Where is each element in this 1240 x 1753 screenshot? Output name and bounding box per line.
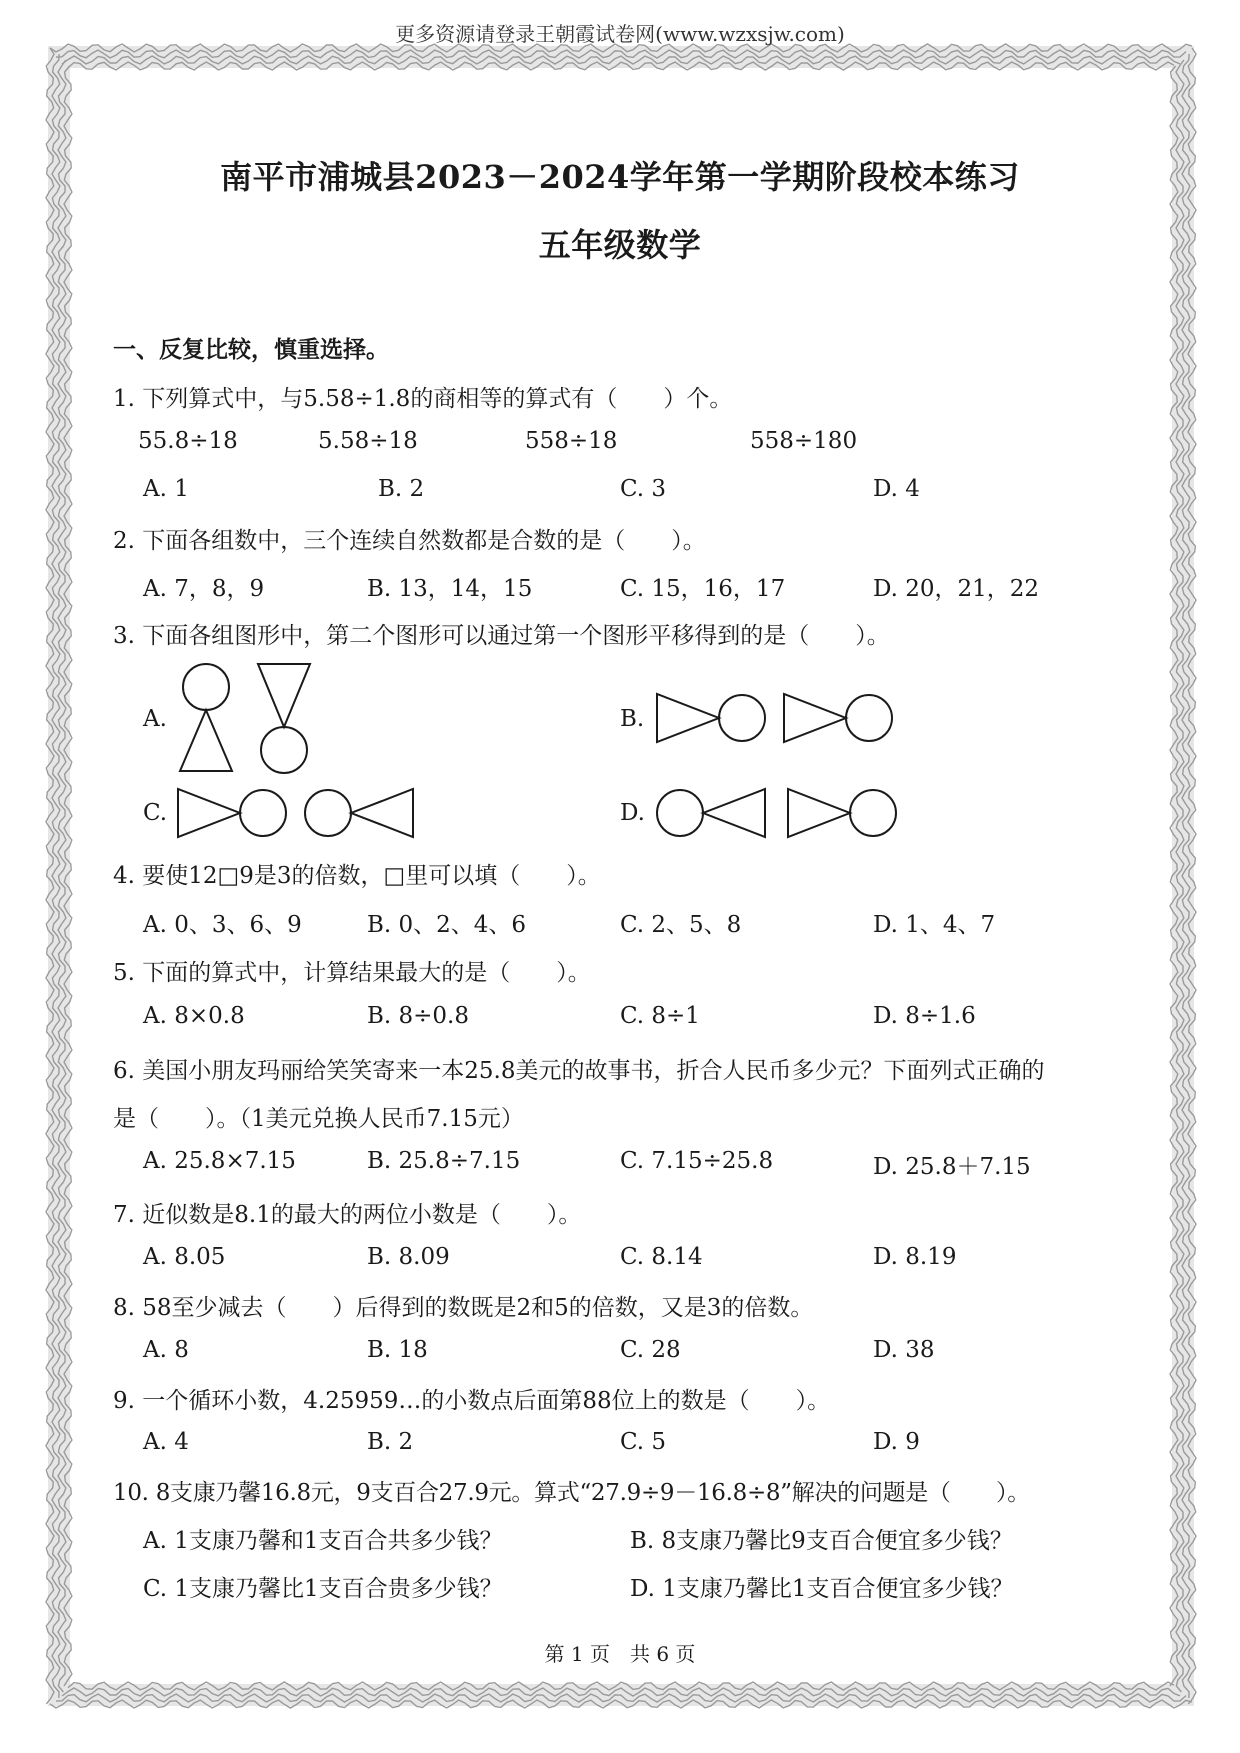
q10-option-b: B. 8支康乃馨比9支百合便宜多少钱？ <box>630 1528 1013 1554</box>
q8-option-c: C. 28 <box>620 1337 681 1363</box>
q1-option-b: B. 2 <box>378 476 425 502</box>
q8-option-d: D. 38 <box>873 1337 935 1363</box>
q10-option-c: C. 1支康乃馨比1支百合贵多少钱？ <box>143 1576 503 1602</box>
q3c-figure-2 <box>305 789 413 837</box>
q1-option-a: A. 1 <box>143 476 189 502</box>
q3-option-a-label: A. <box>143 706 167 732</box>
question-8-stem: 8. 58至少减去（ ）后得到的数既是2和5的倍数，又是3的倍数。 <box>113 1295 814 1321</box>
q1-expression-1: 55.8÷18 <box>138 428 238 454</box>
q6-option-d: D. 25.8＋7.15 <box>873 1154 1031 1180</box>
q7-option-c: C. 8.14 <box>620 1244 703 1270</box>
q5-option-c: C. 8÷1 <box>620 1003 700 1029</box>
q6-option-a: A. 25.8×7.15 <box>143 1148 296 1174</box>
q4-option-a: A. 0、3、6、9 <box>143 912 302 938</box>
q8-option-b: B. 18 <box>367 1337 428 1363</box>
question-1-stem: 1. 下列算式中，与5.58÷1.8的商相等的算式有（ ）个。 <box>113 386 733 412</box>
question-3-stem: 3. 下面各组图形中，第二个图形可以通过第一个图形平移得到的是（ ）。 <box>113 623 890 649</box>
question-5-stem: 5. 下面的算式中，计算结果最大的是（ ）。 <box>113 960 591 986</box>
q1-expression-4: 558÷180 <box>750 428 858 454</box>
q6-option-c: C. 7.15÷25.8 <box>620 1148 774 1174</box>
section-heading: 一、反复比较，慎重选择。 <box>113 336 389 363</box>
q2-option-b: B. 13，14，15 <box>367 576 533 602</box>
q1-expression-3: 558÷18 <box>525 428 618 454</box>
page-footer: 第 1 页 共 6 页 <box>544 1642 696 1666</box>
q3d-figure-2 <box>788 789 896 837</box>
q2-option-a: A. 7，8，9 <box>143 576 265 602</box>
q5-option-a: A. 8×0.8 <box>143 1003 245 1029</box>
q5-option-d: D. 8÷1.6 <box>873 1003 976 1029</box>
q3d-figure-1 <box>657 789 765 837</box>
q9-option-a: A. 4 <box>143 1429 189 1455</box>
q6-option-b: B. 25.8÷7.15 <box>367 1148 521 1174</box>
question-4-stem: 4. 要使12□9是3的倍数，□里可以填（ ）。 <box>113 863 601 889</box>
q3a-figure-1 <box>180 664 232 771</box>
exam-subtitle: 五年级数学 <box>538 226 702 264</box>
exam-title: 南平市浦城县2023－2024学年第一学期阶段校本练习 <box>220 158 1020 196</box>
q9-option-b: B. 2 <box>367 1429 414 1455</box>
question-2-stem: 2. 下面各组数中，三个连续自然数都是合数的是（ ）。 <box>113 528 706 554</box>
q7-option-b: B. 8.09 <box>367 1244 450 1270</box>
q3a-figure-2 <box>258 664 310 773</box>
q3-option-b-label: B. <box>620 706 645 732</box>
q1-option-d: D. 4 <box>873 476 920 502</box>
q7-option-d: D. 8.19 <box>873 1244 957 1270</box>
q7-option-a: A. 8.05 <box>143 1244 226 1270</box>
question-10-stem: 10. 8支康乃馨16.8元，9支百合27.9元。算式“27.9÷9－16.8÷8”解决的问题是（ ）。 <box>113 1480 1030 1506</box>
q10-option-a: A. 1支康乃馨和1支百合共多少钱？ <box>143 1528 503 1554</box>
q3-option-d-label: D. <box>620 800 645 826</box>
q1-expression-2: 5.58÷18 <box>318 428 418 454</box>
q2-option-c: C. 15，16，17 <box>620 576 786 602</box>
question-9-stem: 9. 一个循环小数，4.25959…的小数点后面第88位上的数是（ ）。 <box>113 1388 831 1414</box>
q4-option-b: B. 0、2、4、6 <box>367 912 527 938</box>
question-6-stem-continued: 是（ ）。（1美元兑换人民币7.15元） <box>113 1106 524 1132</box>
question-6-stem: 6. 美国小朋友玛丽给笑笑寄来一本25.8美元的故事书，折合人民币多少元？下面列式正确的 <box>113 1058 1045 1084</box>
q8-option-a: A. 8 <box>143 1337 189 1363</box>
q5-option-b: B. 8÷0.8 <box>367 1003 470 1029</box>
header-note: 更多资源请登录王朝霞试卷网(www.wzxsjw.com) <box>395 22 845 46</box>
question-7-stem: 7. 近似数是8.1的最大的两位小数是（ ）。 <box>113 1202 582 1228</box>
q9-option-d: D. 9 <box>873 1429 920 1455</box>
q3-option-c-label: C. <box>143 800 168 826</box>
q4-option-c: C. 2、5、8 <box>620 912 742 938</box>
q10-option-d: D. 1支康乃馨比1支百合便宜多少钱？ <box>630 1576 1014 1602</box>
q3c-figure-1 <box>178 789 286 837</box>
q2-option-d: D. 20，21，22 <box>873 576 1040 602</box>
q3b-figure-2 <box>784 694 892 742</box>
q4-option-d: D. 1、4、7 <box>873 912 996 938</box>
q3b-figure-1 <box>657 694 765 742</box>
q1-option-c: C. 3 <box>620 476 667 502</box>
q9-option-c: C. 5 <box>620 1429 667 1455</box>
